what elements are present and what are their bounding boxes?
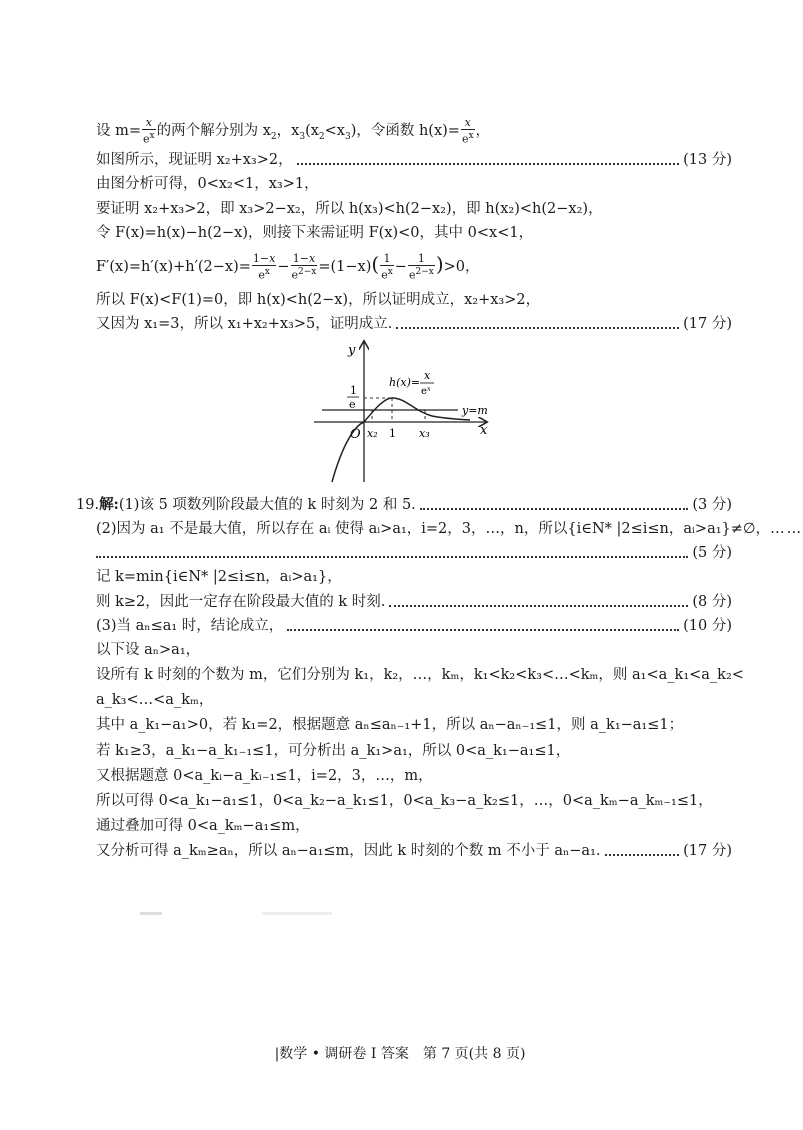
line-4: 要证明 x₂+x₃>2，即 x₃>2−x₂，所以 h(x₃)<h(2−x₂)，即 h(x₂)<h(2−x₂)， (96, 201, 603, 217)
q19-line-10: 若 k₁≥3，a_k₁−a_k₁₋₁≤1，可分析出 a_k₁>a₁，所以 0<a_k₁−a₁≤1， (96, 743, 571, 759)
line-8: 又因为 x₁=3，所以 x₁+x₂+x₃>5，证明成立. (17 分) (96, 316, 732, 332)
score: (13 分) (683, 152, 732, 168)
scan-mark (262, 912, 332, 915)
tick-x3: x₃ (419, 427, 430, 440)
line-6: F′(x)=h′(x)+h′(2−x)= $\frac{1-x}{e^x}$ − $\frac{1-x}{e^{2-x}}$ =(1−x)( $\frac{1}{e^x}$ − $\frac{1}{e^{2-x}}$ )>0， (96, 251, 480, 282)
function-graph (300, 336, 500, 486)
tick-x2: x₂ (367, 427, 378, 440)
q19-line-14: 又分析可得 a_kₘ≥aₙ，所以 aₙ−a₁≤m，因此 k 时刻的个数 m 不小于 aₙ−a₁. (17 分) (96, 843, 732, 859)
line-label: y=m (462, 404, 488, 417)
fraction-2: $\frac{1-x}{e^{2-x}}$ (291, 251, 317, 282)
y-axis-label: y (348, 343, 356, 358)
score: (17 分) (683, 316, 732, 332)
line-2: 如图所示，现证明 x₂+x₃>2， (13 分) (96, 152, 732, 168)
origin-label: O (350, 427, 361, 442)
line-1: 设 m= $\frac{x}{e^x}$ 的两个解分别为 $x_2$，$x_3(x_2<x_3)$，令函数 h(x)= $\frac{x}{e^x}$ ， (96, 115, 491, 146)
score: (3 分) (692, 497, 732, 513)
q19-line-7: 设所有 k 时刻的个数为 m，它们分别为 k₁，k₂，…，kₘ，k₁<k₂<k₃<…<kₘ，则 a₁<a_k₁<a_k₂< (96, 667, 744, 683)
leader-dots (297, 155, 680, 165)
h-den: eˣ (421, 386, 432, 397)
page-footer: |数学 • 调研卷 Ⅰ 答案 第 7 页(共 8 页) (274, 1046, 526, 1062)
q19-line-12: 所以可得 0<a_k₁−a₁≤1，0<a_k₂−a_k₁≤1，0<a_k₃−a_k₂≤1，…，0<a_kₘ−a_kₘ₋₁≤1， (96, 793, 713, 809)
one-over-e-num: 1 (350, 384, 357, 397)
score: (17 分) (683, 843, 732, 859)
scan-mark (140, 912, 162, 915)
q19-line-2b (96, 543, 732, 563)
q19-line-13: 通过叠加可得 0<a_kₘ−a₁≤m， (96, 818, 310, 834)
q19-line-1: 19. 解: (1)该 5 项数列阶段最大值的 k 时刻为 2 和 5. (3 分) (76, 496, 732, 513)
leader-dots (396, 319, 679, 329)
q19-line-5: (3)当 aₙ≤a₁ 时，结论成立， (10 分) (96, 618, 732, 634)
score: (10 分) (683, 618, 732, 634)
fraction-x-over-ex: $\frac{x}{e^x}$ (143, 115, 155, 146)
line-3: 由图分析可得，0<x₂<1，x₃>1， (96, 176, 319, 192)
one-over-e-den: e (349, 398, 356, 411)
fraction-3: $\frac{1}{e^x}$ (381, 251, 393, 282)
fraction-1: $\frac{1-x}{e^x}$ (252, 251, 276, 282)
q19-line-11: 又根据题意 0<a_kᵢ−a_kᵢ₋₁≤1，i=2，3，…，m， (96, 768, 433, 784)
leader-dots (287, 621, 679, 631)
leader-dots (96, 548, 688, 558)
line-7: 所以 F(x)<F(1)=0，即 h(x)<h(2−x)，所以证明成立，x₂+x₃>2， (96, 292, 541, 308)
score: (5 分) (692, 545, 732, 561)
line-5: 令 F(x)=h(x)−h(2−x)，则接下来需证明 F(x)<0，其中 0<x<1， (96, 225, 534, 241)
fraction-4: $\frac{1}{e^{2-x}}$ (408, 251, 434, 282)
q19-line-9: 其中 a_k₁−a₁>0，若 k₁=2，根据题意 aₙ≤aₙ₋₁+1，所以 aₙ−aₙ₋₁≤1，则 a_k₁−a₁≤1； (96, 717, 684, 733)
h-num: x (424, 369, 431, 382)
q19-line-8: a_k₃<…<a_kₘ， (96, 692, 214, 708)
leader-dots (420, 500, 689, 510)
leader-dots (389, 597, 688, 607)
q19-line-3: 记 k=min{i∈N* |2≤i≤n，aᵢ>a₁}， (96, 569, 342, 585)
x-axis-label: x (480, 423, 488, 438)
leader-dots (605, 846, 680, 856)
tick-1: 1 (389, 427, 396, 440)
q19-line-4: 则 k≥2，因此一定存在阶段最大值的 k 时刻. (8 分) (96, 594, 732, 610)
q19-line-2: (2)因为 a₁ 不是最大值，所以存在 aᵢ 使得 aᵢ>a₁，i=2，3，…，n，所以{i∈N* |2≤i≤n，aᵢ>a₁}≠∅，…… (96, 521, 803, 537)
h-label: h(x)= (389, 376, 421, 389)
fraction-h: $\frac{x}{e^x}$ (461, 115, 474, 146)
score: (8 分) (692, 594, 732, 610)
q19-line-6: 以下设 aₙ>a₁， (96, 642, 201, 658)
